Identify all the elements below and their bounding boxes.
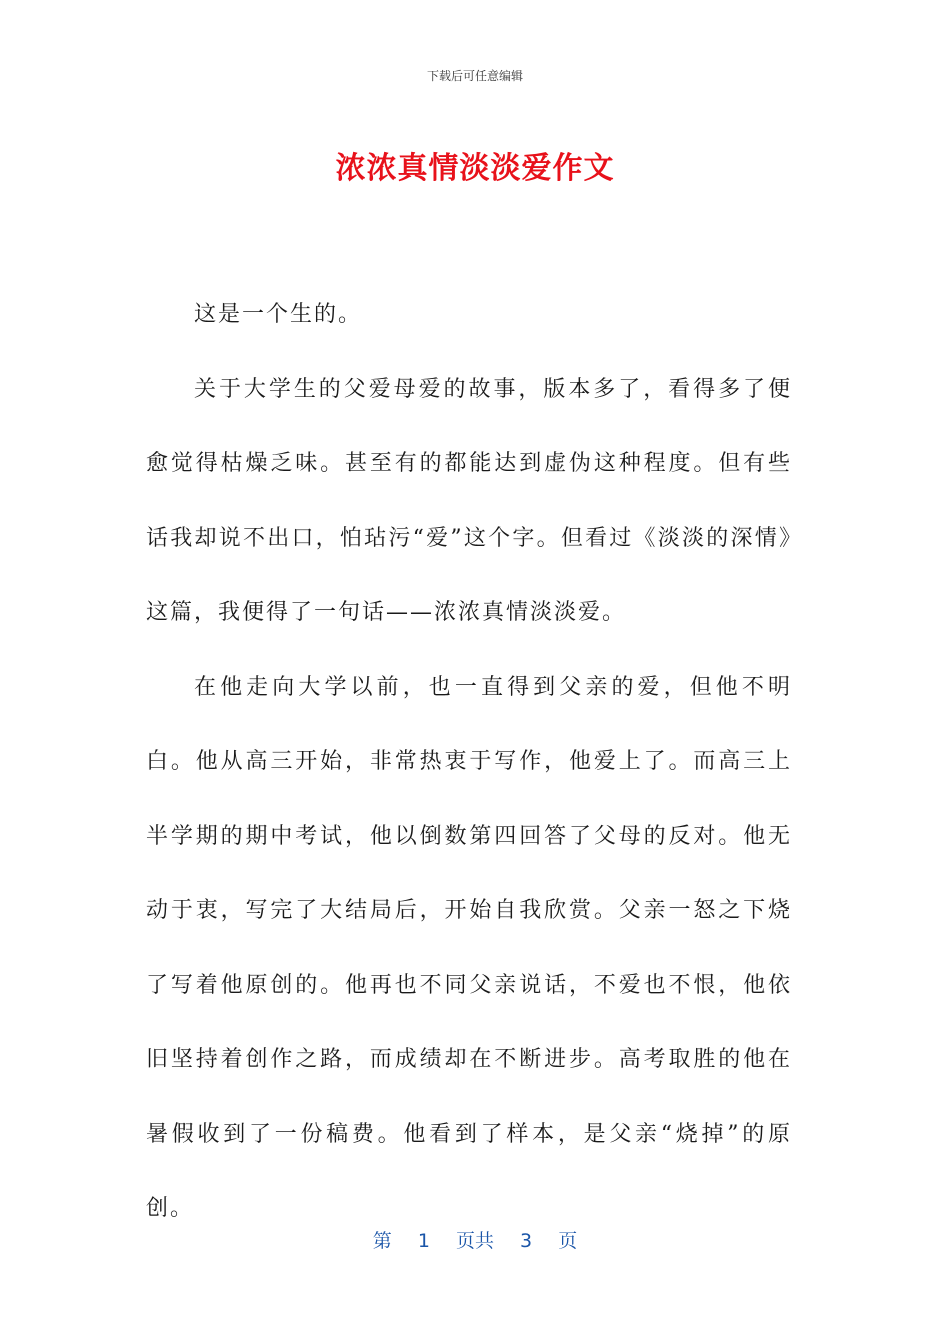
paragraph: 在他走向大学以前，也一直得到父亲的爱，但他不明白。他从高三开始，非常热衷于写作，他爱上了。而高三上半学期的期中考试，他以倒数第四回答了父母的反对。他无动于衷，写完了大结局后，开始自我欣赏。父亲一怒之下烧了写着他原创的。他再也不同父亲说话，不爱也不恨，他依旧坚持着创作之路，而成绩却在不断进步。高考取胜的他在暑假收到了一份稿费。他看到了样本，是父亲“烧掉”的原创。	[146, 674, 792, 1221]
page-footer	[0, 1226, 950, 1253]
footer-current-page: 1	[417, 1230, 430, 1252]
footer-total-pages: 3	[520, 1230, 533, 1252]
document-body	[146, 278, 792, 1247]
document-title: 浓浓真情淡淡爱作文	[335, 151, 615, 186]
footer-middle: 页共	[455, 1230, 494, 1252]
paragraph: 关于大学生的父爱母爱的故事，版本多了，看得多了便愈觉得枯燥乏味。甚至有的都能达到虚伪这种程度。但有些话我却说不出口，怕玷污“爱”这个字。但看过《淡淡的深情》这篇，我便得了一句话——浓浓真情淡淡爱。	[146, 376, 792, 625]
footer-suffix: 页	[558, 1230, 578, 1252]
paragraph: 这是一个生的。	[194, 302, 363, 327]
header-note: 下载后可任意编辑	[426, 69, 523, 83]
footer-prefix: 第	[372, 1230, 392, 1252]
